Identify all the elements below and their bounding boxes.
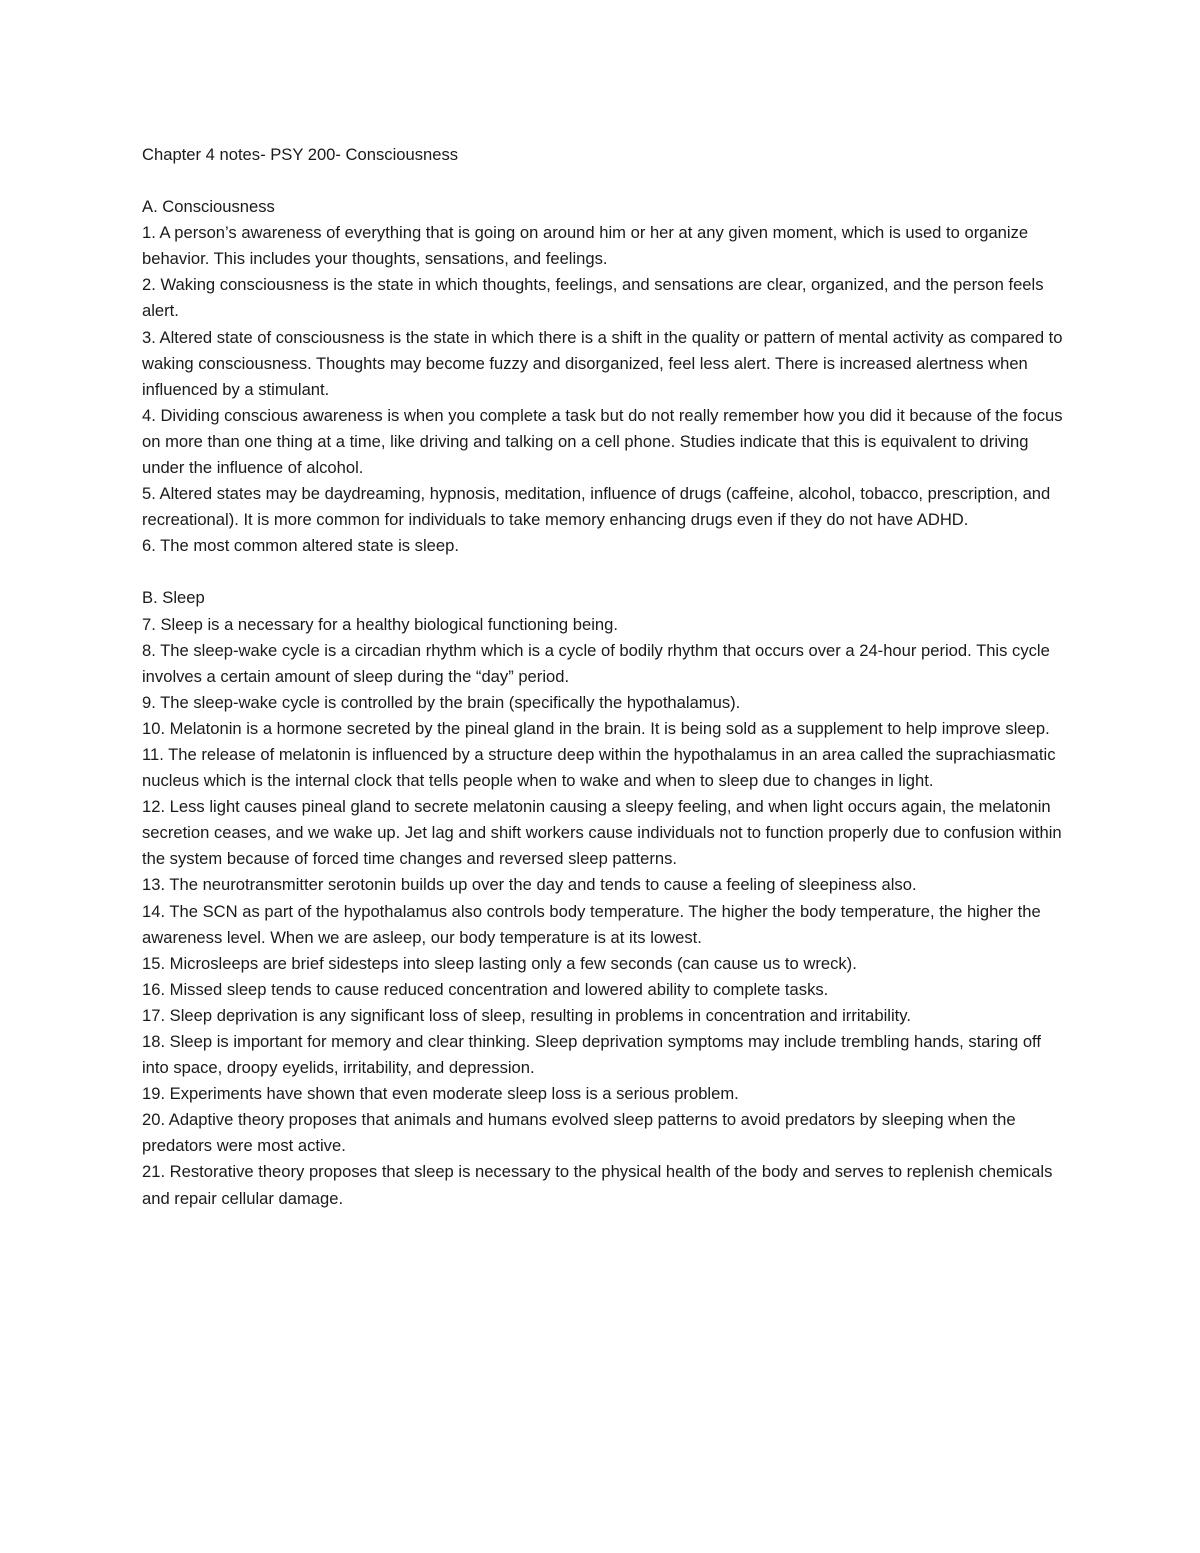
section-sleep <box>142 585 1072 1211</box>
note-item: 5. Altered states may be daydreaming, hypnosis, meditation, influence of drugs (caffeine, alcohol, tobacco, prescription, and recreational). It is more common for individuals to take memory enhancing drugs even if they do not have ADHD. <box>142 484 1051 530</box>
note-item: 20. Adaptive theory proposes that animals and humans evolved sleep patterns to avoid predators by sleeping when the predators were most active. <box>142 1110 1016 1156</box>
note-item: 15. Microsleeps are brief sidesteps into sleep lasting only a few seconds (can cause us to wreck). <box>142 953 857 973</box>
note-item: 16. Missed sleep tends to cause reduced concentration and lowered ability to complete tasks. <box>142 979 829 999</box>
note-item: 19. Experiments have shown that even moderate sleep loss is a serious problem. <box>142 1084 739 1104</box>
note-item: 1. A person’s awareness of everything that is going on around him or her at any given moment, which is used to organize behavior. This includes your thoughts, sensations, and feelings. <box>142 223 1029 269</box>
section-heading: B. Sleep <box>142 588 205 608</box>
note-item: 18. Sleep is important for memory and clear thinking. Sleep deprivation symptoms may include trembling hands, staring off into space, droopy eyelids, irritability, and depression. <box>142 1032 1041 1078</box>
document-page <box>142 142 1072 1212</box>
note-item: 13. The neurotransmitter serotonin builds up over the day and tends to cause a feeling of sleepiness also. <box>142 875 917 895</box>
note-item: 17. Sleep deprivation is any significant loss of sleep, resulting in problems in concentration and irritability. <box>142 1005 911 1025</box>
note-item: 3. Altered state of consciousness is the state in which there is a shift in the quality or pattern of mental activity as compared to waking consciousness. Thoughts may become fuzzy and disorganized, feel less alert. There is increased alertness when influenced by a stimulant. <box>142 327 1063 399</box>
note-item: 10. Melatonin is a hormone secreted by the pineal gland in the brain. It is being sold as a supplement to help improve sleep. <box>142 718 1050 738</box>
document-title: Chapter 4 notes- PSY 200- Consciousness <box>142 145 459 164</box>
note-item: 7. Sleep is a necessary for a healthy biological functioning being. <box>142 614 618 634</box>
section-heading: A. Consciousness <box>142 197 275 217</box>
note-item: 14. The SCN as part of the hypothalamus also controls body temperature. The higher the body temperature, the higher the awareness level. When we are asleep, our body temperature is at its lowest. <box>142 901 1041 947</box>
note-item: 2. Waking consciousness is the state in which thoughts, feelings, and sensations are clear, organized, and the person feels alert. <box>142 275 1044 321</box>
note-item: 11. The release of melatonin is influenced by a structure deep within the hypothalamus in an area called the suprachiasmatic nucleus which is the internal clock that tells people when to wake and when to sleep due to changes in light. <box>142 744 1056 791</box>
note-item: 9. The sleep-wake cycle is controlled by the brain (specifically the hypothalamus). <box>142 692 741 712</box>
note-item: 12. Less light causes pineal gland to secrete melatonin causing a sleepy feeling, and when light occurs again, the melatonin secretion ceases, and we wake up. Jet lag and shift workers cause individuals not to function properly due to confusion within the system because of forced time changes and reversed sleep patterns. <box>142 797 1062 869</box>
section-consciousness <box>142 194 1072 559</box>
note-item: 6. The most common altered state is sleep. <box>142 536 459 556</box>
note-item: 4. Dividing conscious awareness is when you complete a task but do not really remember how you did it because of the focus on more than one thing at a time, like driving and talking on a cell phone. Studies indicate that this is equivalent to driving under the influence of alcohol. <box>142 405 1063 478</box>
note-item: 8. The sleep-wake cycle is a circadian rhythm which is a cycle of bodily rhythm that occurs over a 24-hour period. This cycle involves a certain amount of sleep during the “day” period. <box>142 640 1050 686</box>
note-item: 21. Restorative theory proposes that sleep is necessary to the physical health of the body and serves to replenish chemicals and repair cellular damage. <box>142 1162 1053 1208</box>
